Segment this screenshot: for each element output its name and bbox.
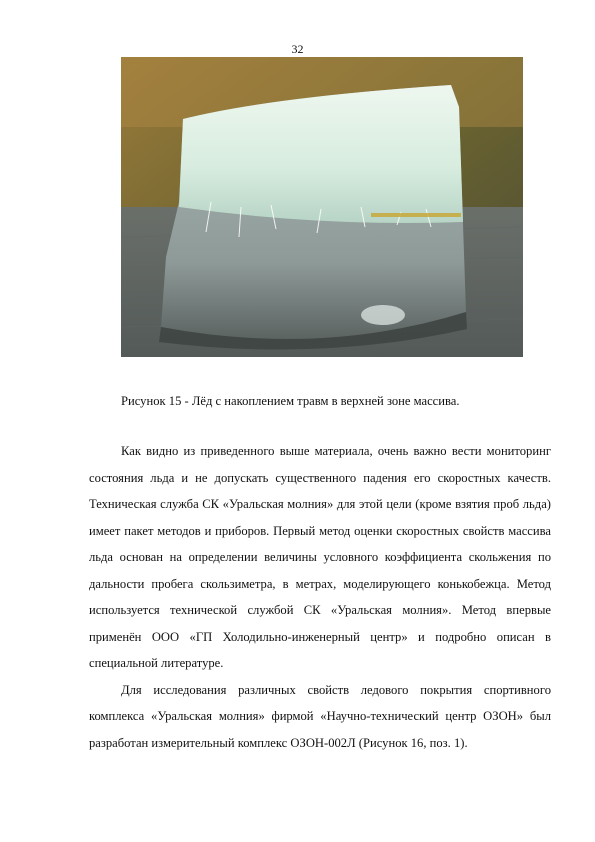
paragraph: Для исследования различных свойств ледового покрытия спортивного комплекса «Уральская молния» фирмой «Научно-технический центр ОЗОН» был разработан измерительный комплекс ОЗОН-002Л (Рисунок 16, поз. 1). (89, 682, 551, 750)
ice-block-photo (121, 57, 523, 357)
body-text (89, 438, 551, 756)
page-number: 32 (291, 42, 304, 56)
paragraph: Как видно из приведенного выше материала, очень важно вести мониторинг состояния льда и не допускать существенного падения его скоростных качеств. Техническая служба СК «Уральская молния» для этой цели (кроме взятия проб льда) имеет пакет методов и приборов. Первый метод оценки скоростных свойств массива льда основан на определении величины условного коэффициента скольжения по дальности пробега скользиметра, в метрах, моделирующего конькобежца. Метод используется технической службой СК «Уральская молния». Метод впервые применён ООО «ГП Холодильно-инженерный центр» и подробно описан в специальной литературе. (89, 444, 551, 670)
figure-caption: Рисунок 15 - Лёд с накоплением травм в верхней зоне массива. (121, 394, 460, 408)
